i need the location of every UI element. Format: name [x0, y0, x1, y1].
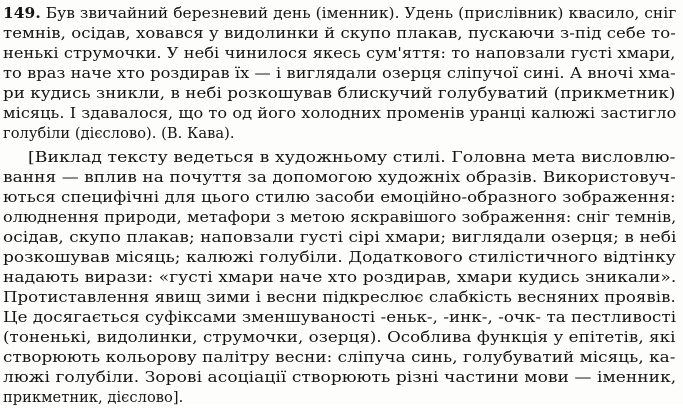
exercise-line-2: темнів, осідав, ховався у видолинки й скупо плакав, пускаючи з-під себе то-	[3, 25, 676, 42]
analysis-line-8: Протиставлення явищ зими і весни підкреслює слабкість весняних проявів.	[3, 289, 676, 306]
analysis-line-4: олюднення природи, метафори з метою яскравішого зображення: сніг темнів,	[3, 209, 677, 226]
exercise-number: 149.	[3, 5, 41, 22]
analysis-line-10: (тоненькі, видолинки, струмочки, озерця). Особлива функція у епітетів, які	[3, 329, 676, 346]
analysis-line-6: розкошував місяць; калюжі голубіли. Додаткового стилістичного відтінку	[3, 249, 676, 266]
analysis-line-13: прикметник, дієслово].	[3, 389, 184, 406]
analysis-line-7: надають вирази: «густі хмари наче хто роздирав, хмари кудись зникали».	[3, 269, 677, 286]
exercise-line-7: голубіли (дієслово). (В. Кава).	[3, 125, 235, 142]
exercise-line-3: ненькі струмочки. У небі чинилося якесь сум'яття: то наповзали густі хмари,	[3, 45, 676, 62]
analysis-line-2: вання — вплив на почуття за допомогою художніх образів. Використовуч-	[3, 169, 676, 186]
exercise-line-6: місяць. І здавалося, що то од його холодних променів уранці калюжі застигло	[3, 105, 677, 122]
analysis-line-3: ються специфічні для цього стилю засоби емоційно-образного зображення:	[3, 189, 676, 206]
analysis-line-5: осідав, скупо плакав; наповзали густі сірі хмари; виглядали озерця; в небі	[3, 229, 677, 246]
analysis-line-11: створюють кольорову палітру весни: сліпуча синь, голубуватий місяць, ка-	[3, 349, 676, 366]
exercise-line-1	[3, 4, 676, 24]
exercise-line-4: то враз наче хто роздирав їх — і виглядали озерця сліпучої сині. А вночі хма-	[3, 65, 676, 82]
exercise-text: Був звичайний березневий день (іменник). Удень (прислівник) квасило, сніг	[45, 5, 677, 22]
exercise-line-5: ри кудись зникли, в небі розкошував блискучий голубуватий (прикметник)	[3, 85, 676, 102]
analysis-line-9: Це досягається суфіксами зменшуваності -еньк-, -инк-, -очк- та пестливості	[3, 309, 677, 326]
analysis-line-12: люжі голубіли. Зорові асоціації створюють різні частини мови — іменник,	[3, 369, 677, 386]
analysis-line-1: [Виклад тексту ведеться в художньому стилі. Головна мета висловлю-	[28, 149, 676, 166]
